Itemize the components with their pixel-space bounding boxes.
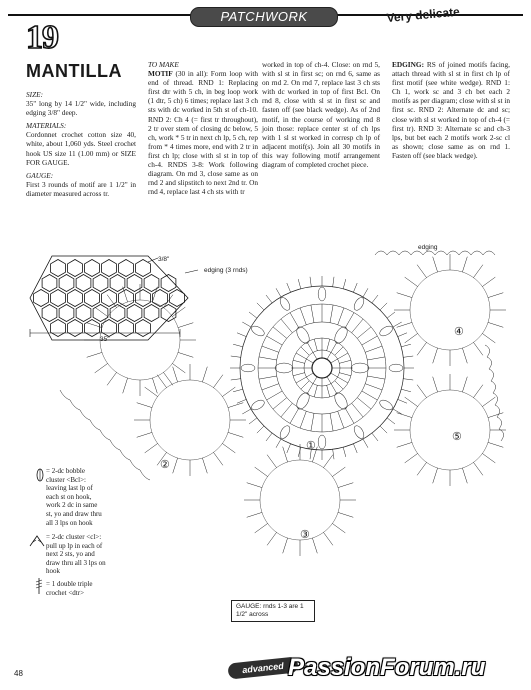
stitch-mark bbox=[164, 372, 173, 385]
diagram-ring bbox=[312, 358, 332, 378]
stitch-mark bbox=[403, 379, 413, 380]
column-to-make bbox=[148, 60, 258, 196]
page-title: MANTILLA bbox=[26, 61, 122, 81]
stitch-mark bbox=[372, 295, 378, 303]
stitch-mark bbox=[237, 333, 246, 337]
gauge-text: First 3 rounds of motif are 1 1/2" in diameter measured across tr. bbox=[26, 179, 136, 198]
dtr-symbol-icon bbox=[34, 577, 44, 595]
stitch-mark bbox=[433, 257, 438, 272]
motif-hexagon bbox=[110, 275, 125, 292]
stitch-mark bbox=[331, 342, 337, 352]
stitch-mark bbox=[173, 367, 178, 382]
stitch-mark bbox=[266, 433, 272, 441]
stitch-mark bbox=[330, 305, 333, 323]
stitch-mark bbox=[397, 322, 412, 327]
motif-hexagon bbox=[144, 305, 159, 322]
stitch-mark bbox=[462, 468, 467, 483]
stitch-mark bbox=[222, 444, 235, 453]
diagram-ring bbox=[410, 270, 490, 350]
page-number: 48 bbox=[14, 669, 23, 678]
stitch-mark bbox=[330, 413, 333, 431]
pattern-number: 19 bbox=[26, 19, 58, 56]
stitch-mark bbox=[137, 432, 152, 437]
stitch-mark bbox=[281, 319, 293, 333]
stitch-mark bbox=[123, 378, 128, 393]
stitch-mark bbox=[331, 373, 338, 377]
motif-hexagon bbox=[119, 290, 134, 307]
stitch-mark bbox=[314, 339, 317, 351]
stitch-mark bbox=[301, 381, 310, 390]
stitch-mark bbox=[300, 411, 306, 428]
stitch-mark bbox=[488, 442, 503, 447]
stitch-mark bbox=[311, 305, 314, 323]
stitch-mark bbox=[380, 426, 387, 433]
stitch-mark bbox=[233, 344, 243, 347]
stitch-mark bbox=[482, 334, 495, 343]
stitch-mark bbox=[380, 303, 387, 310]
stitch-petal bbox=[352, 296, 366, 312]
cluster-symbol-icon bbox=[28, 534, 46, 548]
stitch-diagram bbox=[60, 251, 506, 556]
stitch-mark bbox=[267, 336, 283, 345]
motif-hexagon bbox=[119, 260, 134, 277]
stitch-mark bbox=[365, 384, 382, 390]
stitch-mark bbox=[214, 375, 223, 388]
motif-text: (30 in all): Form loop with end of thread. RND 1: Replacing first dtr with 5 ch, in beg loop work (1 dtr, 5 ch) 6 times; replace last 3 ch sts with dc worked in 5th st of ch-10. RND 2: Ch 4 (= first tr throughout), 2 tr over stem of closing dc below, 5 ch, work * 5 tr in next ch lp, 5 ch, rep from * 4 times more, end with 2 tr in first ch lp; close with sl st in top of ch-4. RNDS 3-8: Work following diagram. On rnd 3, close same as on rnd 2 and slipstitch to next 2nd tr. On rnd 4, replace last 4 ch sts with tr bbox=[148, 69, 258, 197]
stitch-mark bbox=[357, 327, 371, 339]
motif-number-3: ③ bbox=[300, 529, 310, 541]
stitch-mark bbox=[335, 347, 344, 356]
stitch-petal bbox=[294, 391, 312, 412]
stitch-mark bbox=[433, 468, 438, 483]
stitch-mark bbox=[363, 439, 368, 448]
motif-hexagon bbox=[102, 290, 117, 307]
tagline: Very delicate bbox=[386, 4, 461, 25]
stitch-mark bbox=[307, 384, 313, 394]
size-text: 35" long by 14 1/2" wide, including edging 3/8" deep. bbox=[26, 99, 136, 118]
stitch-mark bbox=[307, 342, 313, 352]
motif-arrangement-diagram bbox=[30, 256, 188, 340]
stitch-mark bbox=[482, 397, 495, 406]
column-edging bbox=[392, 60, 510, 160]
stitch-petal bbox=[378, 398, 394, 412]
stitch-mark bbox=[401, 344, 411, 347]
stitch-mark bbox=[417, 385, 426, 398]
stitch-mark bbox=[300, 308, 306, 325]
stitch-petal bbox=[352, 424, 366, 440]
stitch-mark bbox=[273, 327, 287, 339]
stitch-mark bbox=[433, 348, 438, 363]
stitch-mark bbox=[367, 357, 385, 360]
stitch-mark bbox=[345, 313, 354, 329]
stitch-mark bbox=[95, 307, 108, 316]
stitch-mark bbox=[202, 458, 207, 473]
stitch-mark bbox=[283, 447, 288, 462]
stitch-mark bbox=[362, 336, 378, 345]
stitch-petal bbox=[275, 363, 293, 373]
stitch-mark bbox=[474, 342, 483, 355]
stitch-mark bbox=[324, 532, 333, 545]
stitch-mark bbox=[311, 413, 314, 431]
stitch-mark bbox=[123, 287, 128, 302]
stitch-mark bbox=[405, 454, 418, 463]
stitch-mark bbox=[231, 379, 241, 380]
stitch-mark bbox=[462, 348, 467, 363]
stitch-mark bbox=[293, 360, 305, 363]
stitch-mark bbox=[397, 293, 412, 298]
motif-hexagon bbox=[68, 290, 83, 307]
motif-hexagon bbox=[102, 320, 117, 337]
stitch-mark bbox=[267, 455, 276, 468]
stitch-mark bbox=[488, 293, 503, 298]
motif-hexagon bbox=[51, 290, 66, 307]
motif-hexagon bbox=[34, 290, 49, 307]
stitch-mark bbox=[267, 391, 283, 400]
stitch-mark bbox=[259, 376, 277, 379]
stitch-mark bbox=[257, 426, 264, 433]
bobble-symbol-icon bbox=[34, 467, 46, 483]
stitch-mark bbox=[387, 418, 395, 424]
stitch-mark bbox=[401, 389, 411, 392]
motif-hexagon bbox=[136, 290, 151, 307]
stitch-mark bbox=[249, 418, 257, 424]
stitch-mark bbox=[339, 360, 351, 363]
stitch-mark bbox=[178, 323, 193, 328]
motif-number-4: ④ bbox=[454, 326, 464, 338]
stitch-mark bbox=[228, 432, 243, 437]
motif-hexagon bbox=[102, 260, 117, 277]
stitch-mark bbox=[313, 377, 317, 384]
stitch-mark bbox=[333, 449, 334, 459]
stitch-mark bbox=[462, 257, 467, 272]
stitch-mark bbox=[398, 399, 407, 403]
stitch-mark bbox=[262, 384, 279, 390]
stitch-mark bbox=[398, 333, 407, 337]
motif-number-5: ⑤ bbox=[452, 431, 462, 443]
stitch-mark bbox=[137, 403, 152, 408]
stitch-mark bbox=[397, 413, 412, 418]
stitch-mark bbox=[266, 295, 272, 303]
gauge-heading: GAUGE: bbox=[26, 170, 54, 180]
diagram-ring bbox=[258, 304, 386, 432]
motif-hexagon bbox=[127, 305, 142, 322]
stitch-mark bbox=[107, 295, 116, 308]
stitch-mark bbox=[257, 303, 264, 310]
stitch-mark bbox=[405, 397, 418, 406]
stitch-mark bbox=[276, 288, 281, 297]
stitch-mark bbox=[405, 277, 418, 286]
stitch-mark bbox=[298, 279, 301, 289]
motif-hexagon bbox=[76, 275, 91, 292]
legend-bobble: = 2-dc bobble cluster <Bcl>: leaving last lp of each st on hook, work 2 dc in same st, yo and draw thru all 3 lps on hook bbox=[46, 467, 102, 527]
stitch-mark bbox=[107, 372, 116, 385]
stitch-mark bbox=[152, 378, 157, 393]
stitch-petal bbox=[318, 435, 326, 449]
stitch-mark bbox=[157, 375, 166, 388]
stitch-mark bbox=[242, 409, 251, 414]
stitch-mark bbox=[255, 467, 268, 476]
stitch-mark bbox=[249, 312, 257, 318]
stitch-mark bbox=[306, 373, 313, 377]
motif-label: MOTIF bbox=[148, 69, 173, 79]
stitch-mark bbox=[357, 398, 371, 410]
stitch-mark bbox=[331, 359, 338, 363]
stitch-mark bbox=[338, 377, 348, 383]
edging-text: RS of joined motifs facing, attach thread with sl st in first ch lp of first motif (see white wedge). RND 1: Ch 1, work sc and 3 ch bet each 2 motifs as per diagram; close with sl st in first sc. RND 2: Alternate dc and sc; close with sl st worked in top of ch-4 (= first tr). RND 3: Alternate sc and ch-3 lps, but bet each 2 motifs work 2-sc cl as shown; close same as on rnd 1. Fasten off (see black wedge). bbox=[392, 60, 510, 160]
motif-hexagon bbox=[68, 260, 83, 277]
edging-label-diagram: edging bbox=[418, 244, 438, 251]
section-title: PATCHWORK bbox=[220, 9, 308, 24]
stitch-mark bbox=[338, 483, 353, 488]
stitch-mark bbox=[403, 356, 413, 357]
motif-hexagon bbox=[85, 260, 100, 277]
stitch-mark bbox=[462, 377, 467, 392]
stitch-mark bbox=[255, 524, 268, 533]
stitch-mark bbox=[488, 413, 503, 418]
stitch-mark bbox=[95, 364, 108, 373]
motif-hexagon bbox=[136, 320, 151, 337]
joining-text: worked in top of ch-4. Close: on rnd 5, with sl st in first sc; on rnd 6, same as on rnd 2. On rnd 7, replace last 3 ch sts with dc worked in top of first Bcl. On rnd 8, close with sl st in first sc and fasten off (see black wedge). As of 2nd motif, in the course of working rnd 8 join those: replace center st of ch lps with 1 sl st worked in corresp ch lp of adjacent motif(s). Join all 30 motifs in this way following motif arrangement diagram of completed crochet piece. bbox=[262, 60, 380, 170]
motif-hexagon bbox=[59, 275, 74, 292]
materials-text: Cordonnet crochet cotton size 40, white, about 1,060 yds. Steel crochet hook US size 11 (1.00 mm) or SIZE FOR GAUGE. bbox=[26, 130, 136, 167]
edging-small-label: edging (3 rnds) bbox=[204, 267, 248, 274]
stitch-mark bbox=[353, 283, 357, 292]
stitch-mark bbox=[87, 352, 102, 357]
stitch-mark bbox=[231, 356, 241, 357]
stitch-mark bbox=[327, 352, 331, 359]
stitch-petal bbox=[278, 296, 292, 312]
stitch-mark bbox=[237, 399, 246, 403]
stitch-mark bbox=[290, 313, 299, 329]
stitch-petal bbox=[332, 325, 350, 346]
stitch-mark bbox=[474, 265, 483, 278]
column-specs bbox=[26, 90, 136, 198]
stitch-mark bbox=[202, 367, 207, 382]
dimension-long-label: 35" bbox=[100, 336, 110, 343]
to-make-heading: TO MAKE bbox=[148, 60, 179, 69]
stitch-mark bbox=[287, 444, 291, 453]
motif-hexagon bbox=[42, 305, 57, 322]
motif-hexagon bbox=[85, 320, 100, 337]
stitch-mark bbox=[281, 403, 293, 417]
stitch-mark bbox=[343, 279, 346, 289]
stitch-mark bbox=[417, 342, 426, 355]
stitch-mark bbox=[338, 512, 353, 517]
legend-cluster: = 2-dc cluster <cl>: pull up lp in each of next 2 sts, yo and draw thru all 3 lps on hook bbox=[46, 533, 106, 576]
stitch-mark bbox=[267, 532, 276, 545]
stitch-mark bbox=[287, 283, 291, 292]
motif-hexagon bbox=[76, 305, 91, 322]
watermark: PassionForum.ru bbox=[288, 654, 486, 681]
stitch-mark bbox=[363, 288, 368, 297]
stitch-mark bbox=[365, 346, 382, 352]
stitch-mark bbox=[301, 347, 310, 356]
stitch-mark bbox=[247, 483, 262, 488]
stitch-mark bbox=[353, 444, 357, 453]
motif-hexagon bbox=[119, 320, 134, 337]
stitch-mark bbox=[296, 377, 306, 383]
stitch-petal bbox=[250, 398, 266, 412]
motif-hexagon bbox=[93, 305, 108, 322]
stitch-mark bbox=[367, 376, 385, 379]
stitch-mark bbox=[405, 334, 418, 343]
stitch-petal bbox=[250, 324, 266, 338]
motif-hexagon bbox=[127, 275, 142, 292]
stitch-mark bbox=[247, 512, 262, 517]
stitch-mark bbox=[324, 455, 333, 468]
stitch-mark bbox=[327, 339, 330, 351]
stitch-mark bbox=[338, 308, 344, 325]
stitch-mark bbox=[164, 295, 173, 308]
edging-label: EDGING: bbox=[392, 60, 425, 69]
stitch-mark bbox=[333, 277, 334, 287]
stitch-mark bbox=[313, 352, 317, 359]
stitch-mark bbox=[293, 373, 305, 376]
stitch-mark bbox=[331, 384, 337, 394]
stitch-mark bbox=[345, 408, 354, 424]
motif-hexagon bbox=[85, 290, 100, 307]
stitch-petal bbox=[389, 364, 403, 372]
stitch-mark bbox=[310, 277, 311, 287]
stitch-mark bbox=[362, 391, 378, 400]
stitch-petal bbox=[351, 363, 369, 373]
stitch-mark bbox=[327, 385, 330, 397]
stitch-mark bbox=[393, 409, 402, 414]
motif-hexagon bbox=[59, 305, 74, 322]
legend-dtr: = 1 double triple crochet <dtr> bbox=[46, 580, 93, 597]
stitch-mark bbox=[352, 319, 364, 333]
stitch-mark bbox=[259, 357, 277, 360]
edging-outline bbox=[30, 256, 188, 340]
stitch-mark bbox=[474, 462, 483, 475]
stitch-mark bbox=[335, 381, 344, 390]
stitch-mark bbox=[306, 359, 313, 363]
stitch-mark bbox=[352, 403, 364, 417]
stitch-mark bbox=[233, 389, 243, 392]
dimension-small-label: 3/8" bbox=[158, 256, 170, 263]
motif-number-2: ② bbox=[160, 459, 170, 471]
stitch-mark bbox=[332, 524, 345, 533]
stitch-mark bbox=[214, 452, 223, 465]
materials-heading: MATERIALS: bbox=[26, 121, 67, 131]
stitch-mark bbox=[433, 377, 438, 392]
motif-hexagon bbox=[51, 320, 66, 337]
stitch-mark bbox=[276, 439, 281, 448]
motif-hexagon bbox=[42, 275, 57, 292]
stitch-mark bbox=[387, 312, 395, 318]
motif-hexagon bbox=[51, 260, 66, 277]
stitch-mark bbox=[474, 385, 483, 398]
edging-scallop bbox=[485, 345, 504, 441]
stitch-mark bbox=[152, 287, 157, 302]
edging-scallop bbox=[375, 251, 495, 255]
motif-hexagon bbox=[68, 320, 83, 337]
stitch-mark bbox=[178, 352, 193, 357]
diagram-ring bbox=[150, 380, 230, 460]
stitch-mark bbox=[290, 408, 299, 424]
stitch-petal bbox=[241, 364, 255, 372]
stitch-petal bbox=[294, 325, 312, 346]
stitch-petal bbox=[378, 324, 394, 338]
stitch-mark bbox=[482, 454, 495, 463]
stitch-mark bbox=[173, 458, 178, 473]
stitch-petal bbox=[278, 424, 292, 440]
stitch-mark bbox=[339, 373, 351, 376]
column-joining bbox=[262, 60, 380, 169]
diagram-ring bbox=[410, 390, 490, 470]
stitch-mark bbox=[296, 353, 306, 359]
diagram-ring bbox=[276, 322, 368, 414]
stitch-mark bbox=[228, 403, 243, 408]
gauge-box: GAUGE: rnds 1-3 are 1 1/2" across bbox=[231, 600, 315, 622]
stitch-mark bbox=[338, 353, 348, 359]
footer-logo-text: advanced bbox=[241, 660, 285, 676]
section-banner bbox=[190, 7, 338, 27]
stitch-mark bbox=[314, 385, 317, 397]
stitch-mark bbox=[482, 277, 495, 286]
stitch-mark bbox=[343, 447, 346, 457]
motif-hexagon bbox=[93, 275, 108, 292]
stitch-mark bbox=[283, 538, 288, 553]
stitch-mark bbox=[417, 265, 426, 278]
stitch-petal bbox=[332, 391, 350, 412]
stitch-mark bbox=[327, 377, 331, 384]
stitch-mark bbox=[488, 322, 503, 327]
stitch-mark bbox=[397, 442, 412, 447]
stitch-mark bbox=[332, 467, 345, 476]
stitch-mark bbox=[145, 444, 158, 453]
stitch-mark bbox=[242, 322, 251, 327]
stitch-mark bbox=[338, 411, 344, 428]
motif-hexagon bbox=[153, 290, 168, 307]
stitch-mark bbox=[372, 433, 378, 441]
stitch-mark bbox=[298, 447, 301, 457]
motif-number-1: ① bbox=[306, 440, 316, 452]
stitch-mark bbox=[262, 346, 279, 352]
size-heading: SIZE: bbox=[26, 90, 44, 99]
stitch-mark bbox=[417, 462, 426, 475]
stitch-mark bbox=[273, 398, 287, 410]
stitch-mark bbox=[312, 538, 317, 553]
stitch-petal bbox=[318, 287, 326, 301]
